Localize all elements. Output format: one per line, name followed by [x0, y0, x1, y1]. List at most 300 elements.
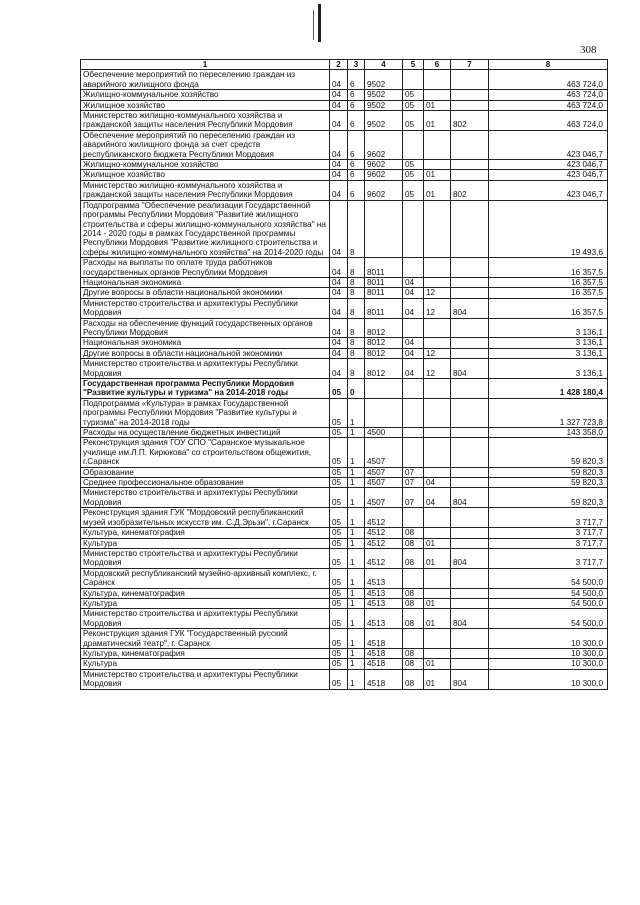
row-amount-cell: 463 724,0: [489, 90, 608, 100]
row-code-cell: 05: [330, 629, 348, 649]
row-code-cell: 4518: [365, 648, 403, 658]
row-code-cell: 04: [330, 298, 348, 318]
row-code-cell: 05: [330, 669, 348, 689]
row-code-cell: 1: [348, 648, 365, 658]
row-amount-cell: 54 500,0: [489, 609, 608, 629]
row-code-cell: 1: [348, 528, 365, 538]
row-code-cell: [403, 130, 424, 159]
row-code-cell: 05: [330, 568, 348, 588]
row-code-cell: [403, 200, 424, 257]
row-amount-cell: 423 046,7: [489, 130, 608, 159]
row-code-cell: 9502: [365, 90, 403, 100]
row-name-cell: Национальная экономика: [81, 338, 330, 348]
row-name-cell: Министерство жилищно-коммунального хозяйства и гражданской защиты населения Республики Мордовия: [81, 180, 330, 200]
row-amount-cell: 143 358,0: [489, 428, 608, 438]
row-amount-cell: 423 046,7: [489, 180, 608, 200]
row-code-cell: 08: [403, 648, 424, 658]
row-code-cell: 05: [330, 548, 348, 568]
row-name-cell: Государственная программа Республики Мордовия "Развитие культуры и туризма" на 2014-2018 годы: [81, 379, 330, 399]
row-name-cell: Подпрограмма «Культура» в рамках Государственной программы Республики Мордовия "Развитие культуры и туризма" на 2014-2018 годы: [81, 398, 330, 427]
row-name-cell: Жилищно-коммунальное хозяйство: [81, 90, 330, 100]
row-amount-cell: 423 046,7: [489, 170, 608, 180]
row-code-cell: 4518: [365, 629, 403, 649]
row-code-cell: 05: [330, 438, 348, 467]
row-code-cell: [424, 90, 451, 100]
row-code-cell: 05: [330, 528, 348, 538]
row-code-cell: [424, 428, 451, 438]
row-code-cell: 08: [403, 548, 424, 568]
row-code-cell: 12: [424, 348, 451, 358]
table-row: [81, 258, 608, 278]
row-code-cell: 9502: [365, 100, 403, 110]
page-number: 308: [580, 44, 597, 56]
table-row: [81, 70, 608, 90]
row-code-cell: 1: [348, 398, 365, 427]
row-code-cell: 4518: [365, 669, 403, 689]
row-code-cell: [451, 398, 489, 427]
row-code-cell: 04: [330, 359, 348, 379]
row-name-cell: Жилищное хозяйство: [81, 170, 330, 180]
row-code-cell: 04: [330, 130, 348, 159]
row-code-cell: 05: [330, 467, 348, 477]
row-code-cell: [451, 348, 489, 358]
row-code-cell: 04: [403, 348, 424, 358]
row-code-cell: 05: [330, 478, 348, 488]
row-code-cell: 804: [451, 298, 489, 318]
row-code-cell: [451, 338, 489, 348]
row-code-cell: [451, 467, 489, 477]
row-code-cell: [451, 438, 489, 467]
table-row: [81, 100, 608, 110]
row-code-cell: 01: [424, 100, 451, 110]
table-row: [81, 111, 608, 131]
row-code-cell: 9502: [365, 111, 403, 131]
row-amount-cell: 463 724,0: [489, 111, 608, 131]
row-amount-cell: 54 500,0: [489, 598, 608, 608]
row-code-cell: 804: [451, 669, 489, 689]
row-amount-cell: 3 136,1: [489, 318, 608, 338]
row-code-cell: 4518: [365, 659, 403, 669]
row-code-cell: [424, 318, 451, 338]
row-code-cell: 1: [348, 508, 365, 528]
row-code-cell: 07: [403, 467, 424, 477]
row-name-cell: Другие вопросы в области национальной экономики: [81, 288, 330, 298]
table-row: [81, 538, 608, 548]
row-code-cell: [451, 538, 489, 548]
row-code-cell: 04: [330, 100, 348, 110]
row-code-cell: 4513: [365, 568, 403, 588]
table-row: [81, 598, 608, 608]
header-cell: 5: [403, 60, 424, 70]
row-amount-cell: 463 724,0: [489, 70, 608, 90]
table-row: [81, 379, 608, 399]
row-code-cell: [424, 588, 451, 598]
row-code-cell: 01: [424, 538, 451, 548]
row-amount-cell: 3 717,7: [489, 538, 608, 548]
row-code-cell: [451, 508, 489, 528]
row-code-cell: 04: [403, 298, 424, 318]
row-code-cell: [424, 648, 451, 658]
header-cell: 2: [330, 60, 348, 70]
row-amount-cell: 54 500,0: [489, 588, 608, 598]
row-code-cell: 4512: [365, 508, 403, 528]
row-code-cell: 8: [348, 288, 365, 298]
row-code-cell: 05: [330, 428, 348, 438]
row-code-cell: 05: [330, 398, 348, 427]
row-amount-cell: 54 500,0: [489, 568, 608, 588]
row-code-cell: [424, 508, 451, 528]
row-code-cell: [424, 467, 451, 477]
row-code-cell: 04: [330, 200, 348, 257]
row-code-cell: [424, 277, 451, 287]
row-code-cell: [424, 160, 451, 170]
row-code-cell: 4512: [365, 548, 403, 568]
row-code-cell: 04: [330, 338, 348, 348]
row-code-cell: 08: [403, 659, 424, 669]
table-row: [81, 528, 608, 538]
row-code-cell: 804: [451, 609, 489, 629]
row-code-cell: 04: [330, 288, 348, 298]
row-name-cell: Подпрограмма "Обеспечение реализации Государственной программы Республики Мордовия "Развитие жилищного строительства и сферы жилищно-коммунального хозяйства" на 2014 - 2020 годы в рамках Государственной программы Республики Мордовия "Развитие жилищного строительства и сферы жилищно-коммунального хозяйства" на 2014-2020 годы: [81, 200, 330, 257]
table-row: [81, 170, 608, 180]
table-row: [81, 648, 608, 658]
row-code-cell: 1: [348, 488, 365, 508]
row-name-cell: Обеспечение мероприятий по переселению граждан из аварийного жилищного фонда за счет средств республиканского бюджета Республики Мордовия: [81, 130, 330, 159]
row-name-cell: Обеспечение мероприятий по переселению граждан из аварийного жилищного фонда: [81, 70, 330, 90]
row-code-cell: 05: [330, 538, 348, 548]
row-amount-cell: 16 357,5: [489, 277, 608, 287]
row-name-cell: Национальная экономика: [81, 277, 330, 287]
row-code-cell: 04: [330, 258, 348, 278]
row-amount-cell: 16 357,5: [489, 288, 608, 298]
row-code-cell: [365, 398, 403, 427]
table-row: [81, 348, 608, 358]
table-row: [81, 588, 608, 598]
row-code-cell: 6: [348, 70, 365, 90]
row-name-cell: Министерство строительства и архитектуры Республики Мордовия: [81, 359, 330, 379]
row-code-cell: [451, 130, 489, 159]
row-code-cell: 804: [451, 359, 489, 379]
row-code-cell: 04: [403, 288, 424, 298]
row-name-cell: Культура, кинематография: [81, 528, 330, 538]
row-code-cell: 8011: [365, 298, 403, 318]
row-code-cell: 01: [424, 180, 451, 200]
table-row: [81, 318, 608, 338]
table-row: [81, 90, 608, 100]
table-header-row: [81, 60, 608, 70]
row-code-cell: 05: [330, 609, 348, 629]
row-code-cell: [451, 288, 489, 298]
row-code-cell: [451, 629, 489, 649]
table-row: [81, 130, 608, 159]
row-amount-cell: 1 428 180,4: [489, 379, 608, 399]
row-code-cell: 01: [424, 111, 451, 131]
row-amount-cell: 3 136,1: [489, 348, 608, 358]
table-row: [81, 508, 608, 528]
row-name-cell: Другие вопросы в области национальной экономики: [81, 348, 330, 358]
budget-table: [80, 59, 608, 690]
row-code-cell: 04: [330, 90, 348, 100]
row-code-cell: 1: [348, 467, 365, 477]
row-name-cell: Жилищное хозяйство: [81, 100, 330, 110]
row-code-cell: 4507: [365, 488, 403, 508]
row-name-cell: Культура, кинематография: [81, 648, 330, 658]
row-code-cell: 9602: [365, 160, 403, 170]
row-code-cell: 4500: [365, 428, 403, 438]
row-code-cell: 9602: [365, 130, 403, 159]
table-row: [81, 568, 608, 588]
row-code-cell: [424, 438, 451, 467]
header-cell: 3: [348, 60, 365, 70]
row-code-cell: 01: [424, 598, 451, 608]
row-code-cell: 05: [403, 90, 424, 100]
row-code-cell: 01: [424, 659, 451, 669]
table-row: [81, 298, 608, 318]
row-code-cell: 05: [403, 180, 424, 200]
row-amount-cell: 59 820,3: [489, 467, 608, 477]
row-code-cell: [424, 528, 451, 538]
row-code-cell: 05: [330, 488, 348, 508]
row-code-cell: 9602: [365, 180, 403, 200]
row-name-cell: Министерство строительства и архитектуры Республики Мордовия: [81, 609, 330, 629]
row-code-cell: 12: [424, 298, 451, 318]
row-code-cell: [424, 568, 451, 588]
row-code-cell: 05: [403, 100, 424, 110]
row-code-cell: 1: [348, 659, 365, 669]
row-name-cell: Министерство строительства и архитектуры Республики Мордовия: [81, 298, 330, 318]
row-code-cell: 04: [403, 338, 424, 348]
row-code-cell: 1: [348, 598, 365, 608]
row-code-cell: 4513: [365, 588, 403, 598]
row-amount-cell: 10 300,0: [489, 659, 608, 669]
row-amount-cell: 3 717,7: [489, 528, 608, 538]
row-code-cell: [451, 659, 489, 669]
row-code-cell: [451, 598, 489, 608]
table-row: [81, 359, 608, 379]
row-code-cell: [451, 90, 489, 100]
row-code-cell: 1: [348, 548, 365, 568]
row-amount-cell: 3 717,7: [489, 508, 608, 528]
row-amount-cell: 3 136,1: [489, 338, 608, 348]
row-code-cell: [403, 508, 424, 528]
table-row: [81, 467, 608, 477]
row-code-cell: [403, 428, 424, 438]
row-code-cell: 9602: [365, 170, 403, 180]
row-code-cell: [451, 70, 489, 90]
row-code-cell: 07: [403, 478, 424, 488]
row-code-cell: [365, 200, 403, 257]
row-amount-cell: 10 300,0: [489, 669, 608, 689]
row-code-cell: [424, 258, 451, 278]
row-code-cell: 6: [348, 100, 365, 110]
row-code-cell: 05: [330, 598, 348, 608]
row-code-cell: 1: [348, 609, 365, 629]
row-code-cell: [403, 568, 424, 588]
row-code-cell: [451, 200, 489, 257]
scan-mark-shadow: [313, 10, 314, 40]
row-code-cell: [451, 100, 489, 110]
row-code-cell: 1: [348, 428, 365, 438]
row-code-cell: [451, 258, 489, 278]
row-code-cell: 4513: [365, 609, 403, 629]
row-code-cell: 8012: [365, 338, 403, 348]
row-code-cell: [403, 70, 424, 90]
row-name-cell: Расходы на обеспечение функций государственных органов Республики Мордовия: [81, 318, 330, 338]
row-code-cell: 1: [348, 629, 365, 649]
row-name-cell: Культура: [81, 598, 330, 608]
row-code-cell: [424, 398, 451, 427]
row-code-cell: 05: [403, 111, 424, 131]
row-name-cell: Культура, кинематография: [81, 588, 330, 598]
row-name-cell: Жилищно-коммунальное хозяйство: [81, 160, 330, 170]
table-row: [81, 629, 608, 649]
row-code-cell: 04: [403, 359, 424, 379]
row-code-cell: 1: [348, 538, 365, 548]
row-amount-cell: 59 820,3: [489, 438, 608, 467]
row-code-cell: [424, 70, 451, 90]
row-code-cell: 8: [348, 318, 365, 338]
row-code-cell: 4513: [365, 598, 403, 608]
row-name-cell: Мордовский республиканский музейно-архивный комплекс, г. Саранск: [81, 568, 330, 588]
row-code-cell: 8: [348, 348, 365, 358]
table-row: [81, 200, 608, 257]
table-row: [81, 160, 608, 170]
row-amount-cell: 16 357,5: [489, 298, 608, 318]
table-row: [81, 180, 608, 200]
row-code-cell: [451, 318, 489, 338]
row-code-cell: 8011: [365, 288, 403, 298]
row-amount-cell: 3 717,7: [489, 548, 608, 568]
row-code-cell: 07: [403, 488, 424, 508]
row-code-cell: 6: [348, 90, 365, 100]
row-code-cell: 802: [451, 111, 489, 131]
row-name-cell: Культура: [81, 538, 330, 548]
scan-mark: [318, 4, 321, 42]
row-code-cell: 8: [348, 298, 365, 318]
row-name-cell: Министерство строительства и архитектуры Республики Мордовия: [81, 669, 330, 689]
row-code-cell: 05: [403, 160, 424, 170]
row-code-cell: [451, 568, 489, 588]
table-row: [81, 288, 608, 298]
row-code-cell: 01: [424, 669, 451, 689]
row-code-cell: 1: [348, 478, 365, 488]
table-row: [81, 398, 608, 427]
row-name-cell: Культура: [81, 659, 330, 669]
row-name-cell: Среднее профессиональное образование: [81, 478, 330, 488]
row-code-cell: 8: [348, 258, 365, 278]
row-code-cell: [403, 379, 424, 399]
row-code-cell: 01: [424, 548, 451, 568]
table-row: [81, 428, 608, 438]
row-name-cell: Реконструкция здания ГУК "Государственный русский драматический театр", г. Саранск: [81, 629, 330, 649]
row-code-cell: [424, 338, 451, 348]
row-code-cell: 4512: [365, 538, 403, 548]
table-row: [81, 338, 608, 348]
row-code-cell: [451, 478, 489, 488]
row-code-cell: [451, 428, 489, 438]
row-amount-cell: 16 357,5: [489, 258, 608, 278]
row-amount-cell: 59 820,3: [489, 488, 608, 508]
row-code-cell: 04: [330, 348, 348, 358]
row-code-cell: 04: [330, 180, 348, 200]
row-code-cell: 04: [330, 277, 348, 287]
row-code-cell: [451, 648, 489, 658]
row-code-cell: 8012: [365, 348, 403, 358]
row-code-cell: [451, 588, 489, 598]
row-code-cell: 05: [330, 588, 348, 598]
row-code-cell: [403, 398, 424, 427]
row-code-cell: 6: [348, 160, 365, 170]
row-code-cell: 8: [348, 338, 365, 348]
row-name-cell: Министерство строительства и архитектуры Республики Мордовия: [81, 548, 330, 568]
header-cell: 1: [81, 60, 330, 70]
row-code-cell: 04: [330, 160, 348, 170]
header-cell: 7: [451, 60, 489, 70]
row-code-cell: 1: [348, 568, 365, 588]
row-code-cell: 05: [330, 648, 348, 658]
table-row: [81, 438, 608, 467]
row-amount-cell: 19 493,6: [489, 200, 608, 257]
row-name-cell: Расходы на осуществление бюджетных инвестиций: [81, 428, 330, 438]
row-code-cell: 08: [403, 669, 424, 689]
row-code-cell: [403, 318, 424, 338]
row-name-cell: Министерство строительства и архитектуры Республики Мордовия: [81, 488, 330, 508]
row-code-cell: 05: [330, 508, 348, 528]
row-code-cell: 08: [403, 528, 424, 538]
row-code-cell: 6: [348, 111, 365, 131]
row-code-cell: [403, 258, 424, 278]
row-name-cell: Реконструкция здания ГУК "Мордовский республиканский музей изобразительных искусств им. С.Д.Эрьзи", г.Саранск: [81, 508, 330, 528]
row-code-cell: 8: [348, 359, 365, 379]
table-row: [81, 488, 608, 508]
row-code-cell: [424, 200, 451, 257]
row-amount-cell: 423 046,7: [489, 160, 608, 170]
row-amount-cell: 10 300,0: [489, 629, 608, 649]
row-code-cell: [424, 130, 451, 159]
row-code-cell: 8: [348, 200, 365, 257]
row-name-cell: Министерство жилищно-коммунального хозяйства и гражданской защиты населения Республики Мордовия: [81, 111, 330, 131]
row-code-cell: [365, 379, 403, 399]
row-code-cell: 8011: [365, 258, 403, 278]
header-cell: 6: [424, 60, 451, 70]
row-name-cell: Образование: [81, 467, 330, 477]
row-code-cell: 04: [330, 318, 348, 338]
table-row: [81, 659, 608, 669]
row-code-cell: 04: [330, 170, 348, 180]
row-code-cell: 0: [348, 379, 365, 399]
row-code-cell: 8: [348, 277, 365, 287]
table-row: [81, 277, 608, 287]
row-code-cell: 12: [424, 359, 451, 379]
row-code-cell: [403, 438, 424, 467]
row-code-cell: 08: [403, 588, 424, 598]
row-code-cell: [403, 629, 424, 649]
row-code-cell: 4507: [365, 478, 403, 488]
row-code-cell: 6: [348, 180, 365, 200]
row-code-cell: 6: [348, 170, 365, 180]
header-cell: 4: [365, 60, 403, 70]
row-code-cell: 12: [424, 288, 451, 298]
table-row: [81, 478, 608, 488]
row-code-cell: 04: [424, 488, 451, 508]
row-code-cell: 6: [348, 130, 365, 159]
row-code-cell: 01: [424, 170, 451, 180]
table-row: [81, 669, 608, 689]
row-code-cell: 4512: [365, 528, 403, 538]
row-name-cell: Реконструкция здания ГОУ СПО "Саранское музыкальное училище им.Л.П. Кирюкова" со строительством общежития, г.Саранск: [81, 438, 330, 467]
row-code-cell: 1: [348, 669, 365, 689]
header-cell: 8: [489, 60, 608, 70]
